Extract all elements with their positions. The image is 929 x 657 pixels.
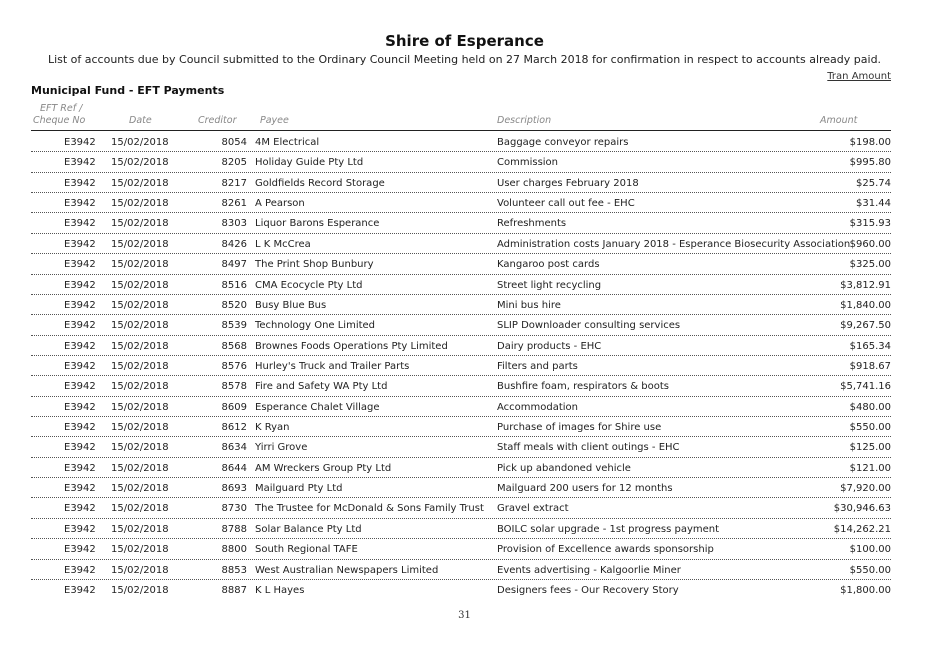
row-date-cell: 15/02/2018 (111, 503, 169, 515)
row-ref-cell: E3942 (64, 564, 96, 576)
row-payee-cell: Yirri Grove (255, 442, 308, 454)
row-description-cell: Dairy products - EHC (497, 340, 602, 352)
row-description-cell: Bushfire foam, respirators & boots (497, 381, 669, 393)
row-date-cell: 15/02/2018 (111, 340, 169, 352)
row-amount-cell: $14,262.21 (833, 523, 891, 535)
header-ref-line1: EFT Ref / (40, 103, 83, 114)
row-date-cell: 15/02/2018 (111, 137, 169, 148)
row-payee-cell: Busy Blue Bus (255, 299, 327, 311)
row-date-cell: 15/02/2018 (111, 523, 169, 535)
row-description-cell: Volunteer call out fee - EHC (497, 198, 635, 210)
row-ref-cell: E3942 (64, 157, 96, 169)
row-payee-cell: Fire and Safety WA Pty Ltd (255, 381, 388, 393)
table-row (31, 478, 891, 498)
row-amount-cell: $1,800.00 (840, 584, 891, 596)
row-ref-cell: E3942 (64, 503, 96, 515)
table-row (31, 152, 891, 172)
tran-amount-label: Tran Amount (827, 71, 891, 82)
row-creditor-cell: 8516 (221, 279, 247, 291)
table-row (31, 275, 891, 295)
row-amount-cell: $550.00 (849, 564, 891, 576)
row-description-cell: Designers fees - Our Recovery Story (497, 584, 679, 596)
table-row (31, 437, 891, 457)
row-payee-cell: The Trustee for McDonald & Sons Family Trust (255, 503, 484, 515)
row-date-cell: 15/02/2018 (111, 157, 169, 169)
header-date: Date (129, 115, 152, 126)
row-amount-cell: $30,946.63 (833, 503, 891, 515)
row-amount-cell: $121.00 (849, 462, 891, 474)
row-description-cell: Administration costs January 2018 - Esperance Biosecurity Association (497, 238, 851, 250)
row-creditor-cell: 8853 (221, 564, 247, 576)
row-amount-cell: $165.34 (849, 340, 891, 352)
table-row (31, 336, 891, 356)
row-description-cell: BOILC solar upgrade - 1st progress payment (497, 523, 720, 535)
header-creditor: Creditor (198, 115, 237, 126)
row-ref-cell: E3942 (64, 401, 96, 413)
table-row (31, 580, 891, 599)
row-description-cell: Accommodation (497, 401, 579, 413)
row-description-cell: Staff meals with client outings - EHC (497, 442, 680, 454)
row-amount-cell: $9,267.50 (840, 320, 891, 332)
row-ref-cell: E3942 (64, 422, 96, 434)
row-amount-cell: $198.00 (849, 137, 891, 148)
fund-section-title: Municipal Fund - EFT Payments (31, 84, 225, 97)
row-creditor-cell: 8644 (221, 462, 247, 474)
row-creditor-cell: 8568 (221, 340, 247, 352)
row-date-cell: 15/02/2018 (111, 584, 169, 596)
table-row (31, 213, 891, 233)
row-creditor-cell: 8261 (221, 198, 247, 210)
row-ref-cell: E3942 (64, 442, 96, 454)
row-payee-cell: South Regional TAFE (255, 544, 358, 556)
row-creditor-cell: 8539 (221, 320, 247, 332)
table-row (31, 356, 891, 376)
row-amount-cell: $918.67 (849, 360, 891, 372)
row-creditor-cell: 8887 (221, 584, 247, 596)
row-description-cell: Kangaroo post cards (497, 259, 600, 271)
row-creditor-cell: 8788 (221, 523, 247, 535)
row-creditor-cell: 8578 (221, 381, 247, 393)
row-payee-cell: CMA Ecocycle Pty Ltd (255, 279, 363, 291)
row-creditor-cell: 8730 (221, 503, 247, 515)
row-ref-cell: E3942 (64, 299, 96, 311)
row-payee-cell: Holiday Guide Pty Ltd (255, 157, 364, 169)
row-creditor-cell: 8609 (221, 401, 247, 413)
row-payee-cell: K L Hayes (255, 584, 305, 596)
row-description-cell: Baggage conveyor repairs (497, 137, 629, 148)
row-ref-cell: E3942 (64, 360, 96, 372)
row-payee-cell: Brownes Foods Operations Pty Limited (255, 340, 448, 352)
table-row (31, 315, 891, 335)
row-description-cell: Events advertising - Kalgoorlie Miner (497, 564, 681, 576)
row-amount-cell: $995.80 (849, 157, 891, 169)
row-amount-cell: $1,840.00 (840, 299, 891, 311)
row-date-cell: 15/02/2018 (111, 483, 169, 495)
row-amount-cell: $3,812.91 (840, 279, 891, 291)
row-payee-cell: West Australian Newspapers Limited (255, 564, 439, 576)
table-row (31, 417, 891, 437)
row-ref-cell: E3942 (64, 523, 96, 535)
row-ref-cell: E3942 (64, 544, 96, 556)
header-amount: Amount (820, 115, 858, 126)
row-amount-cell: $125.00 (849, 442, 891, 454)
row-creditor-cell: 8217 (221, 177, 247, 189)
payments-table-body (31, 132, 891, 599)
row-creditor-cell: 8634 (221, 442, 247, 454)
row-amount-cell: $5,741.16 (840, 381, 891, 393)
row-date-cell: 15/02/2018 (111, 259, 169, 271)
page-number: 31 (458, 610, 471, 621)
header-payee: Payee (260, 115, 289, 126)
row-ref-cell: E3942 (64, 381, 96, 393)
row-ref-cell: E3942 (64, 137, 96, 148)
table-row (31, 560, 891, 580)
row-payee-cell: Goldfields Record Storage (255, 177, 385, 189)
row-ref-cell: E3942 (64, 238, 96, 250)
table-row (31, 173, 891, 193)
row-ref-cell: E3942 (64, 340, 96, 352)
row-date-cell: 15/02/2018 (111, 218, 169, 230)
row-payee-cell: The Print Shop Bunbury (255, 259, 374, 271)
row-creditor-cell: 8054 (221, 137, 247, 148)
row-description-cell: Mini bus hire (497, 299, 561, 311)
table-row (31, 193, 891, 213)
row-date-cell: 15/02/2018 (111, 198, 169, 210)
row-date-cell: 15/02/2018 (111, 442, 169, 454)
table-row (31, 539, 891, 559)
table-row (31, 519, 891, 539)
row-ref-cell: E3942 (64, 483, 96, 495)
row-date-cell: 15/02/2018 (111, 320, 169, 332)
table-row (31, 498, 891, 518)
page-subtitle: List of accounts due by Council submitted to the Ordinary Council Meeting held on 27 March 2018 for confirmation in respect to accounts already paid. (47, 53, 882, 66)
row-ref-cell: E3942 (64, 584, 96, 596)
row-creditor-cell: 8800 (221, 544, 247, 556)
row-amount-cell: $7,920.00 (840, 483, 891, 495)
row-date-cell: 15/02/2018 (111, 238, 169, 250)
row-payee-cell: Technology One Limited (255, 320, 376, 332)
row-creditor-cell: 8693 (221, 483, 247, 495)
row-date-cell: 15/02/2018 (111, 401, 169, 413)
row-ref-cell: E3942 (64, 177, 96, 189)
header-description: Description (497, 115, 552, 126)
row-payee-cell: Mailguard Pty Ltd (255, 483, 343, 495)
row-ref-cell: E3942 (64, 320, 96, 332)
row-amount-cell: $325.00 (849, 259, 891, 271)
row-creditor-cell: 8426 (221, 238, 247, 250)
row-creditor-cell: 8612 (221, 422, 247, 434)
row-amount-cell: $550.00 (849, 422, 891, 434)
row-payee-cell: L K McCrea (255, 238, 311, 250)
row-description-cell: User charges February 2018 (497, 177, 639, 189)
row-description-cell: Refreshments (497, 218, 567, 230)
table-row (31, 234, 891, 254)
table-row (31, 397, 891, 417)
row-payee-cell: Liquor Barons Esperance (255, 218, 380, 230)
table-row (31, 295, 891, 315)
row-amount-cell: $960.00 (849, 238, 891, 250)
row-creditor-cell: 8303 (221, 218, 247, 230)
row-description-cell: Provision of Excellence awards sponsorship (497, 544, 714, 556)
row-date-cell: 15/02/2018 (111, 177, 169, 189)
row-amount-cell: $25.74 (856, 177, 891, 189)
row-amount-cell: $100.00 (849, 544, 891, 556)
row-date-cell: 15/02/2018 (111, 360, 169, 372)
row-payee-cell: A Pearson (255, 198, 305, 210)
page-title: Shire of Esperance (385, 32, 544, 50)
row-description-cell: Gravel extract (497, 503, 569, 515)
row-payee-cell: 4M Electrical (255, 137, 320, 148)
row-ref-cell: E3942 (64, 259, 96, 271)
row-description-cell: Purchase of images for Shire use (497, 422, 662, 434)
row-description-cell: Street light recycling (497, 279, 602, 291)
row-payee-cell: Esperance Chalet Village (255, 401, 380, 413)
row-payee-cell: Hurley's Truck and Trailer Parts (255, 360, 410, 372)
row-date-cell: 15/02/2018 (111, 564, 169, 576)
row-amount-cell: $315.93 (849, 218, 891, 230)
row-amount-cell: $31.44 (856, 198, 891, 210)
row-creditor-cell: 8205 (221, 157, 247, 169)
row-description-cell: Filters and parts (497, 360, 578, 372)
header-ref-line2: Cheque No (33, 115, 86, 126)
row-payee-cell: Solar Balance Pty Ltd (255, 523, 362, 535)
table-row (31, 132, 891, 152)
row-ref-cell: E3942 (64, 462, 96, 474)
table-row (31, 376, 891, 396)
row-creditor-cell: 8520 (221, 299, 247, 311)
table-row (31, 254, 891, 274)
row-description-cell: Pick up abandoned vehicle (497, 462, 631, 474)
row-description-cell: Mailguard 200 users for 12 months (497, 483, 673, 495)
header-divider (31, 130, 891, 131)
row-date-cell: 15/02/2018 (111, 299, 169, 311)
row-date-cell: 15/02/2018 (111, 544, 169, 556)
row-creditor-cell: 8576 (221, 360, 247, 372)
row-date-cell: 15/02/2018 (111, 462, 169, 474)
row-payee-cell: K Ryan (255, 422, 290, 434)
row-date-cell: 15/02/2018 (111, 422, 169, 434)
row-date-cell: 15/02/2018 (111, 279, 169, 291)
row-payee-cell: AM Wreckers Group Pty Ltd (255, 462, 392, 474)
row-ref-cell: E3942 (64, 198, 96, 210)
row-date-cell: 15/02/2018 (111, 381, 169, 393)
row-description-cell: SLIP Downloader consulting services (497, 320, 681, 332)
table-row (31, 458, 891, 478)
row-creditor-cell: 8497 (221, 259, 247, 271)
row-ref-cell: E3942 (64, 218, 96, 230)
row-amount-cell: $480.00 (849, 401, 891, 413)
row-description-cell: Commission (497, 157, 559, 169)
row-ref-cell: E3942 (64, 279, 96, 291)
